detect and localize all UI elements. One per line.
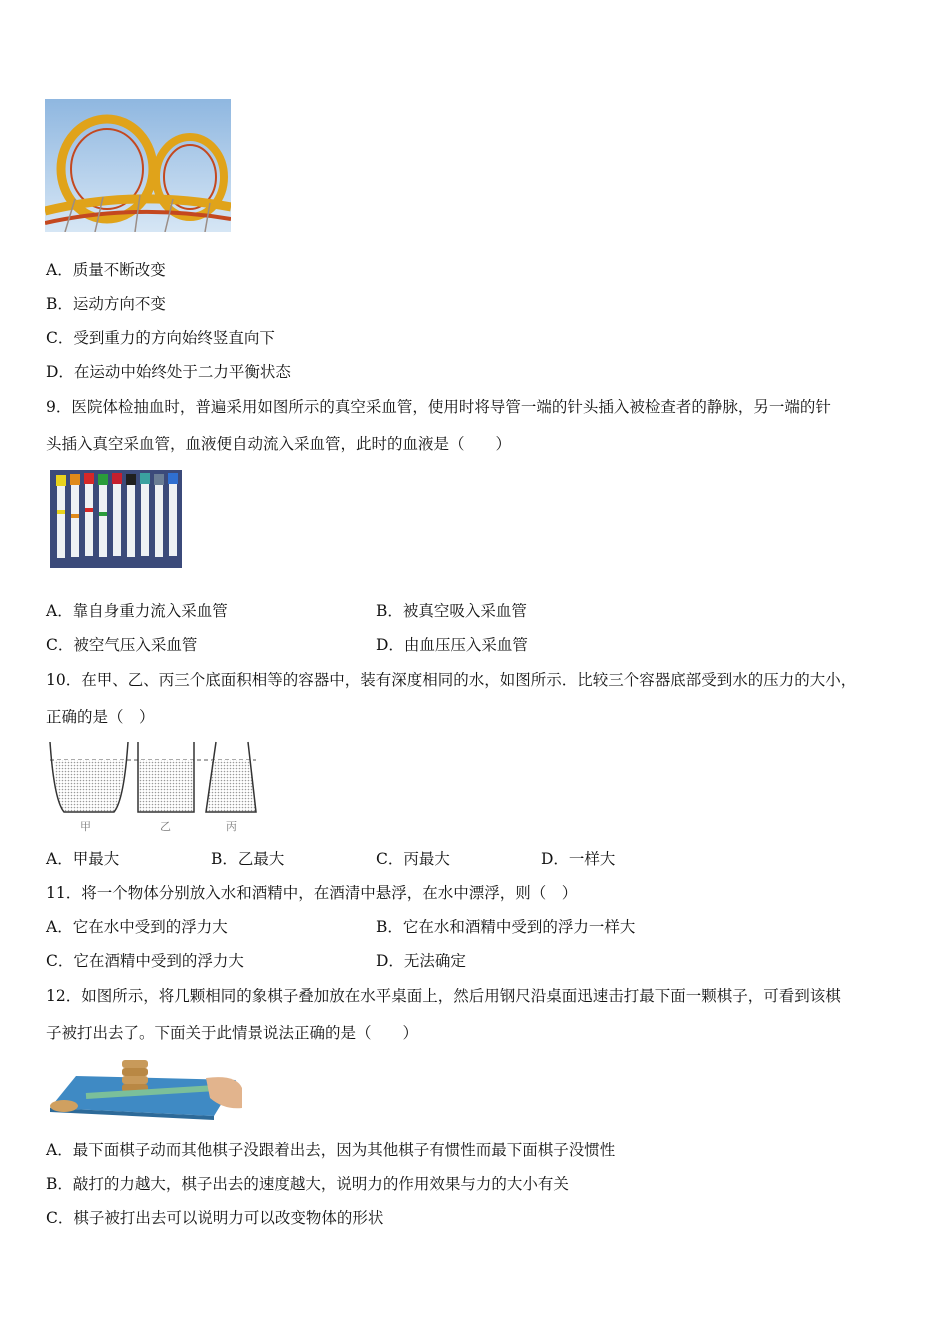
q12-option-a: A．最下面棋子动而其他棋子没跟着出去，因为其他棋子有惯性而最下面棋子没惯性 xyxy=(46,1141,616,1159)
container-label-yi: 乙 xyxy=(160,820,171,833)
q12-option-c: C．棋子被打出去可以说明力可以改变物体的形状 xyxy=(46,1209,384,1227)
blood-tubes-image xyxy=(50,470,182,568)
q10-option-b: B．乙最大 xyxy=(211,850,285,868)
roller-coaster-photo xyxy=(45,99,231,232)
chess-pieces-image xyxy=(46,1058,242,1128)
q11-stem: 11．将一个物体分别放入水和酒精中，在酒清中悬浮，在水中漂浮，则（ ） xyxy=(46,884,578,902)
q9-stem-line1: 9．医院体检抽血时，普遍采用如图所示的真空采血管，使用时将导管一端的针头插入被检查者的静脉，另一端的针 xyxy=(46,398,831,416)
q12-stem-line2: 子被打出去了。下面关于此情景说法正确的是（ ） xyxy=(46,1024,419,1042)
q12-stem-line1: 12．如图所示，将几颗相同的象棋子叠加放在水平桌面上，然后用钢尺沿桌面迅速击打最下面一颗棋子，可看到该棋 xyxy=(46,987,841,1005)
q10-option-d: D．一样大 xyxy=(541,850,616,868)
q8-option-d: D．在运动中始终处于二力平衡状态 xyxy=(46,363,291,381)
container-label-bing: 丙 xyxy=(226,820,237,833)
q9-option-c: C．被空气压入采血管 xyxy=(46,636,198,654)
q11-option-b: B．它在水和酒精中受到的浮力一样大 xyxy=(376,918,636,936)
q10-option-c: C．丙最大 xyxy=(376,850,450,868)
q11-option-a: A．它在水中受到的浮力大 xyxy=(46,918,228,936)
q8-option-c: C．受到重力的方向始终竖直向下 xyxy=(46,329,275,347)
q10-option-a: A．甲最大 xyxy=(46,850,120,868)
q10-stem-line1: 10．在甲、乙、丙三个底面积相等的容器中，装有深度相同的水，如图所示．比较三个容器底部受到水的压力的大小， xyxy=(46,671,857,689)
q9-option-d: D．由血压压入采血管 xyxy=(376,636,528,654)
roller-coaster-image xyxy=(45,99,231,232)
q8-option-b: B．运动方向不变 xyxy=(46,295,166,313)
q9-option-b: B．被真空吸入采血管 xyxy=(376,602,527,620)
chess-pieces-photo xyxy=(46,1058,242,1128)
q9-stem-line2: 头插入真空采血管，血液便自动流入采血管，此时的血液是（ ） xyxy=(46,435,512,453)
q12-option-b: B．敲打的力越大，棋子出去的速度越大，说明力的作用效果与力的大小有关 xyxy=(46,1175,569,1193)
container-label-jia: 甲 xyxy=(80,820,91,833)
q11-option-d: D．无法确定 xyxy=(376,952,466,970)
q10-stem-line2: 正确的是（ ） xyxy=(46,708,155,726)
blood-tubes-photo xyxy=(50,470,182,568)
q11-option-c: C．它在酒精中受到的浮力大 xyxy=(46,952,244,970)
q8-option-a: A．质量不断改变 xyxy=(46,261,166,279)
containers-diagram xyxy=(46,740,260,836)
q9-option-a: A．靠自身重力流入采血管 xyxy=(46,602,228,620)
containers-svg xyxy=(46,740,260,822)
